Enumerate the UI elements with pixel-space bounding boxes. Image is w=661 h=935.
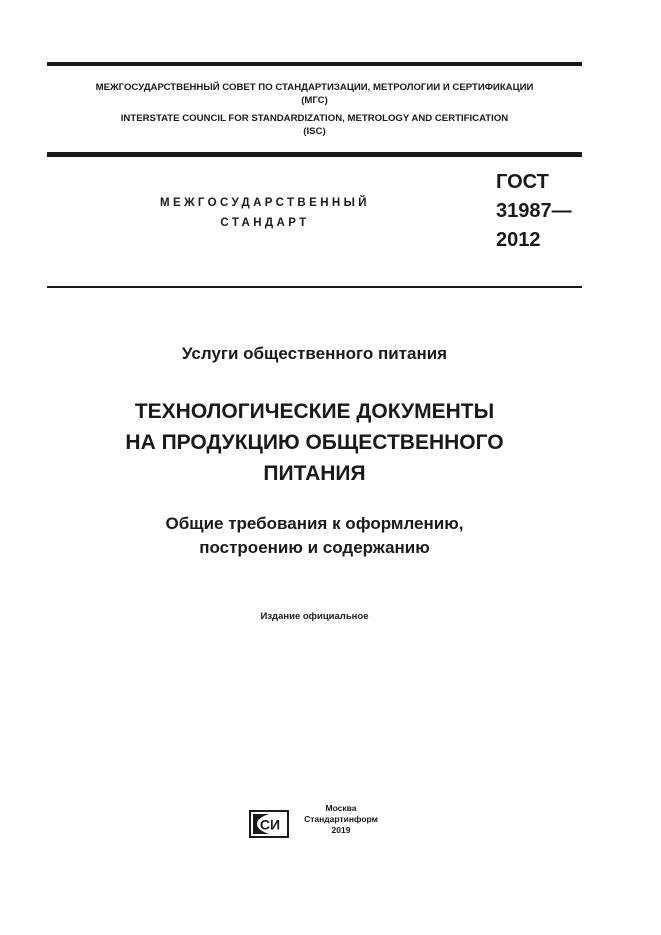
document-subtitle — [47, 512, 582, 560]
document-title-line-3: ПИТАНИЯ — [263, 462, 366, 485]
council-ru-abbreviation: (МГС) — [301, 95, 328, 106]
edition-label: Издание официальное — [260, 611, 369, 622]
middle-rule — [47, 152, 582, 157]
publisher-name: Стандартинформ — [304, 814, 378, 824]
standard-type-line-2: СТАНДАРТ — [220, 217, 310, 229]
bottom-rule — [47, 286, 582, 288]
council-name-russian — [47, 81, 582, 107]
top-rule — [47, 62, 582, 66]
document-title-line-1: ТЕХНОЛОГИЧЕСКИЕ ДОКУМЕНТЫ — [134, 400, 495, 423]
standard-type-line-1: МЕЖГОСУДАРСТВЕННЫЙ — [160, 197, 370, 209]
council-en-abbreviation: (ISC) — [303, 126, 326, 137]
document-subtitle-line-2: построению и содержанию — [199, 538, 430, 557]
publisher-imprint — [300, 803, 382, 836]
publisher-year: 2019 — [331, 825, 351, 835]
standard-code-prefix: ГОСТ — [496, 171, 549, 193]
standard-year: 2012 — [496, 229, 541, 251]
standard-number: 31987— — [496, 200, 572, 222]
council-name-english — [47, 112, 582, 138]
standard-designation — [496, 168, 572, 255]
standard-type — [120, 193, 410, 233]
council-ru-line-1: МЕЖГОСУДАРСТВЕННЫЙ СОВЕТ ПО СТАНДАРТИЗАЦИИ, МЕТРОЛОГИИ И СЕРТИФИКАЦИИ — [95, 82, 534, 93]
document-title — [47, 396, 582, 489]
council-en-line-1: INTERSTATE COUNCIL FOR STANDARDIZATION, METROLOGY AND CERTIFICATION — [120, 113, 509, 124]
standartinform-logo-icon — [249, 810, 289, 838]
document-subtitle-line-1: Общие требования к оформлению, — [165, 514, 464, 533]
subject-heading: Услуги общественного питания — [181, 344, 448, 363]
publisher-city: Москва — [325, 803, 357, 813]
document-title-line-2: НА ПРОДУКЦИЮ ОБЩЕСТВЕННОГО — [125, 431, 504, 454]
logo-lettering: СИ — [259, 816, 281, 833]
